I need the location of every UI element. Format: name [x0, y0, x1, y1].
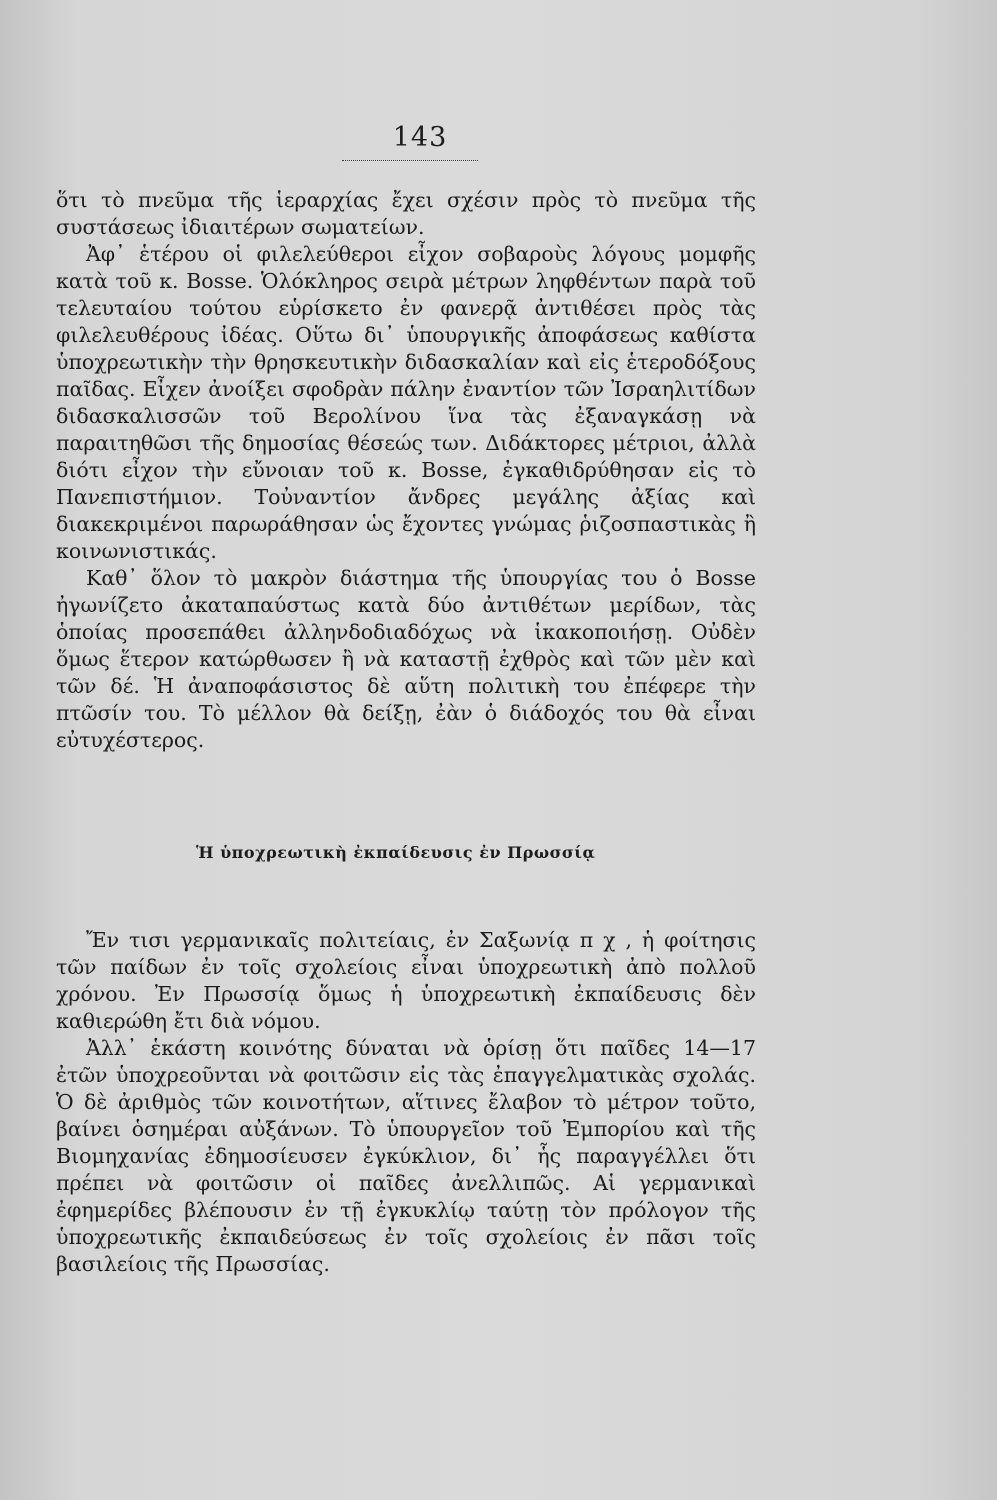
text-block-2 — [56, 927, 756, 1278]
paragraph-2: Ἀφ᾽ ἑτέρου οἱ φιλελεύθεροι εἶχον σοβαροὺς λόγους μομφῆς κατὰ τοῦ κ. Bosse. Ὁλόκληρος σειρὰ μέτρων ληφθέντων παρὰ τοῦ τελευταίου τούτου εὑρίσκετο ἐν φανερᾷ ἀντιθέσει πρὸς τὰς φιλελευθέρους ἰδέας. Οὕτω δι᾽ ὑπουργικῆς ἀποφάσεως καθίστα ὑποχρεωτικὴν τὴν θρησκευτικὴν διδασκαλίαν καὶ εἰς ἑτεροδόξους παῖδας. Εἶχεν ἀνοίξει σφοδρὰν πάλην ἐναντίον τῶν Ἰσραηλιτίδων διδασκαλισσῶν τοῦ Βερολίνου ἵνα τὰς ἐξαναγκάσῃ νὰ παραιτηθῶσι τῆς δημοσίας θέσεώς των. Διδάκτορες μέτριοι, ἀλλὰ διότι εἶχον τὴν εὔνοιαν τοῦ κ. Bosse, ἐγκαθιδρύθησαν εἰς τὸ Πανεπιστήμιον. Τοὐναντίον ἄνδρες μεγάλης ἀξίας καὶ διακεκριμένοι παρωράθησαν ὡς ἔχοντες γνώμας ῥιζοσπαστικὰς ἢ κοινωνιστικάς. — [56, 242, 756, 563]
page-number: 143 — [392, 122, 448, 153]
paragraph-4: Ἔν τισι γερμανικαῖς πολιτείαις, ἐν Σαξωνίᾳ π χ , ἡ φοίτησις τῶν παίδων ἐν τοῖς σχολείοις εἶναι ὑποχρεωτικὴ ἀπὸ πολλοῦ χρόνου. Ἐν Πρωσσίᾳ ὅμως ἡ ὑποχρεωτικὴ ἐκπαίδευσις δὲν καθιερώθη ἔτι διὰ νόμου. — [56, 928, 756, 1033]
paragraph-3: Καθ᾽ ὅλον τὸ μακρὸν διάστημα τῆς ὑπουργίας του ὁ Bosse ἠγωνίζετο ἀκαταπαύστως κατὰ δύο ἀντιθέτων μερίδων, τὰς ὁποίας προσεπάθει ἀλληνδοδιαδόχως νὰ ἱκακοποιήσῃ. Οὐδὲν ὅμως ἕτερον κατώρθωσεν ἢ νὰ καταστῇ ἐχθρὸς καὶ τῶν μὲν καὶ τῶν δέ. Ἡ ἀναποφάσιστος δὲ αὕτη πολιτικὴ του ἐπέφερε τὴν πτῶσίν του. Τὸ μέλλον θὰ δείξῃ, ἐὰν ὁ διάδοχός του θὰ εἶναι εὐτυχέστερος. — [56, 566, 756, 752]
header-rule — [342, 160, 478, 161]
paragraph-5: Ἀλλ᾽ ἑκάστη κοινότης δύναται νὰ ὁρίσῃ ὅτι παῖδες 14—17 ἐτῶν ὑποχρεοῦνται νὰ φοιτῶσιν εἰς τὰς ἐπαγγελματικὰς σχολάς. Ὁ δὲ ἀριθμὸς τῶν κοινοτήτων, αἵτινες ἔλαβον τὸ μέτρον τοῦτο, βαίνει ὁσημέραι αὐξάνων. Τὸ ὑπουργεῖον τοῦ Ἐμπορίου καὶ τῆς Βιομηχανίας ἐδημοσίευσεν ἐγκύκλιον, δι᾽ ἧς παραγγέλλει ὅτι πρέπει νὰ φοιτῶσιν οἱ παῖδες ἀνελλιπῶς. Αἱ γερμανικαὶ ἐφημερίδες βλέπουσιν ἐν τῇ ἐγκυκλίῳ ταύτῃ τὸν πρόλογον τῆς ὑποχρεωτικῆς ἐκπαιδεύσεως ἐν τοῖς σχολείοις ἐν πᾶσι τοῖς βασιλείοις τῆς Πρωσσίας. — [56, 1036, 756, 1276]
text-block-1 — [56, 187, 756, 754]
section-heading: Ἡ ὑποχρεωτικὴ ἐκπαίδευσις ἐν Πρωσσίᾳ — [196, 843, 596, 862]
paragraph-1: ὅτι τὸ πνεῦμα τῆς ἱεραρχίας ἔχει σχέσιν πρὸς τὸ πνεῦμα τῆς συστάσεως ἰδιαιτέρων σωματείων. — [56, 188, 756, 239]
